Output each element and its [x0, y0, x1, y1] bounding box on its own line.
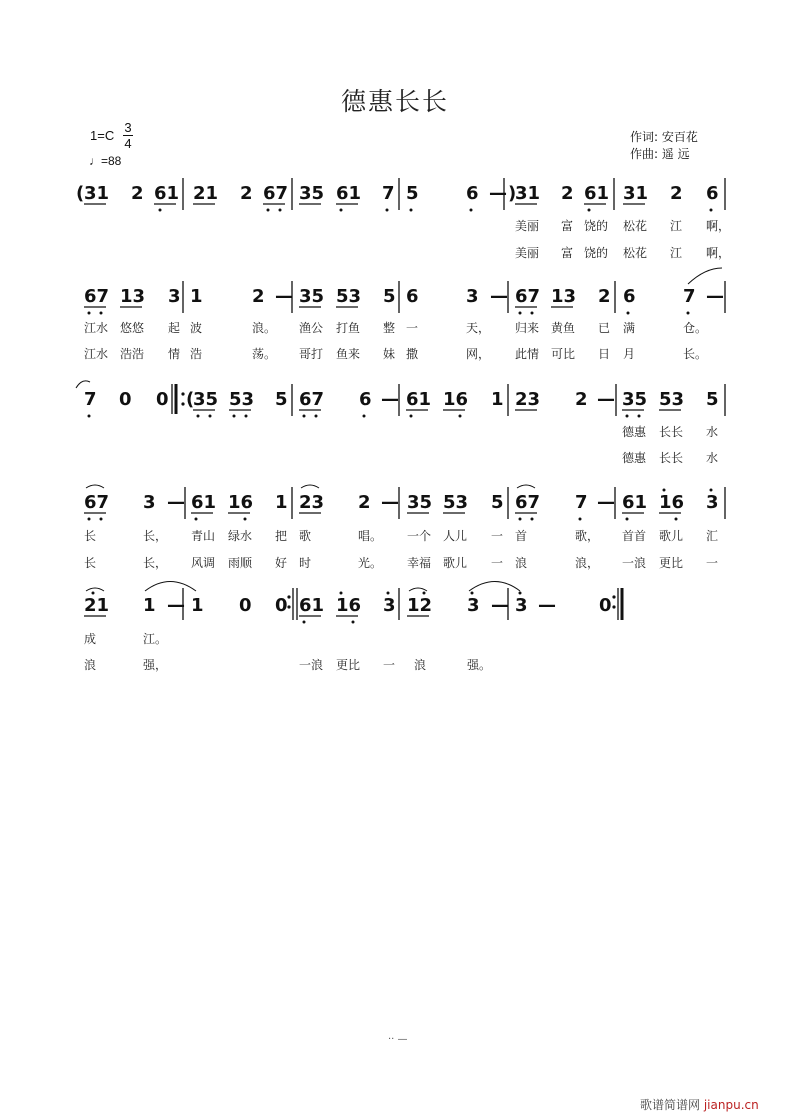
paren-close: ) [508, 183, 517, 204]
note: 7 [683, 286, 696, 307]
note: 61 [154, 183, 180, 204]
note: 53 [336, 286, 362, 307]
note: 16 [336, 595, 362, 616]
note: 1 [143, 595, 156, 616]
lyric: 啊， [706, 219, 731, 233]
lyric: 鱼来 [336, 347, 361, 361]
lyric: 浪， [575, 556, 600, 570]
dash: — [489, 183, 507, 204]
system-2 [84, 268, 725, 361]
tempo-value: =88 [101, 154, 122, 168]
lyric: 长长 [659, 425, 684, 439]
footer-watermark [640, 1096, 759, 1113]
note: 61 [406, 389, 432, 410]
lyric: 此情 [515, 347, 540, 361]
lyric: 长。 [683, 347, 708, 361]
lyric: 一 [706, 556, 719, 570]
lyric: 饶的 [584, 219, 609, 233]
lyric: 一浪 [299, 658, 324, 672]
dash: — [167, 492, 185, 513]
lyric: 渔公 [299, 321, 324, 335]
lyric: 网， [466, 347, 491, 361]
lyric: 江 [670, 219, 683, 233]
paren-open: ( [186, 389, 195, 410]
note: 31 [515, 183, 541, 204]
lyric: 荡。 [252, 347, 277, 361]
note: 6 [359, 389, 372, 410]
lyric: 波 [190, 321, 203, 335]
page-mark: ·· — [388, 1034, 408, 1045]
lyric: 松花 [623, 246, 648, 260]
note: 7 [575, 492, 588, 513]
note: 3 [383, 595, 396, 616]
lyric: 打鱼 [336, 321, 361, 335]
song-title: 德惠长长 [340, 87, 449, 116]
note: 3 [706, 492, 719, 513]
lyric: 把 [275, 529, 288, 543]
dash: — [491, 595, 509, 616]
dash: — [381, 492, 399, 513]
repeat-start-sign [172, 384, 185, 414]
note: 5 [406, 183, 419, 204]
lyric: 雨顺 [228, 556, 253, 570]
lyric: 归来 [515, 321, 540, 335]
note: 21 [84, 595, 110, 616]
note: 5 [706, 389, 719, 410]
note: 3 [143, 492, 156, 513]
lyric: 妹 [383, 347, 396, 361]
lyric: 浩浩 [120, 347, 145, 361]
lyric: 青山 [191, 529, 216, 543]
time-signature-top: 3 [124, 120, 132, 135]
lyric: 江水 [84, 347, 109, 361]
note: 2 [561, 183, 574, 204]
note: 3 [168, 286, 181, 307]
lyricist-credit: 作词: 安百花 [630, 130, 698, 144]
lyric: 长， [143, 556, 168, 570]
lyric: 黄鱼 [551, 321, 576, 335]
tie-arc [688, 268, 722, 284]
system-5 [84, 582, 622, 673]
dash: — [490, 286, 508, 307]
note: 2 [670, 183, 683, 204]
dash: — [167, 595, 185, 616]
lyric: 歌儿 [443, 556, 468, 570]
note: 6 [406, 286, 419, 307]
note: 67 [515, 492, 541, 513]
lyric: 水 [706, 425, 719, 439]
lyric: 唱。 [358, 529, 383, 543]
note: 7 [84, 389, 97, 410]
lyric: 月 [623, 347, 636, 361]
lyric: 成 [84, 632, 97, 646]
lyric: 幸福 [407, 556, 432, 570]
lyric: 强， [143, 658, 168, 672]
lyric: 长 [84, 556, 97, 570]
lyric: 好 [275, 556, 288, 570]
note: 35 [622, 389, 648, 410]
note: 23 [515, 389, 541, 410]
note: 6 [466, 183, 479, 204]
lyric: 更比 [659, 556, 684, 570]
lyric: 首首 [622, 529, 647, 543]
note: 6 [623, 286, 636, 307]
note: 2 [358, 492, 371, 513]
note: 31 [623, 183, 649, 204]
note: 2 [131, 183, 144, 204]
lyric: 起 [168, 321, 181, 335]
note: 2 [252, 286, 265, 307]
note: 61 [622, 492, 648, 513]
lyric: 江水 [84, 321, 109, 335]
lyric: 一浪 [622, 556, 647, 570]
note: 0 [599, 595, 612, 616]
note: 61 [299, 595, 325, 616]
lyric: 首 [515, 529, 528, 543]
note: 5 [383, 286, 396, 307]
lyric: 水 [706, 451, 719, 465]
note: 67 [299, 389, 325, 410]
note: 13 [120, 286, 146, 307]
footer-site-name: 歌谱简谱网 [640, 1098, 701, 1112]
lyric: 歌儿 [659, 529, 684, 543]
octave-dots [88, 312, 690, 315]
note: 53 [659, 389, 685, 410]
lyric: 美丽 [515, 246, 540, 260]
note: 35 [407, 492, 433, 513]
paren-open: ( [76, 183, 85, 204]
lyric: 哥打 [299, 347, 324, 361]
footer-url: jianpu.cn [703, 1098, 759, 1112]
lyric: 风调 [191, 556, 216, 570]
lyric: 浪 [414, 658, 427, 672]
lyric: 汇 [706, 529, 719, 543]
note: 53 [443, 492, 469, 513]
note: 1 [275, 492, 288, 513]
note: 13 [551, 286, 577, 307]
lyric: 一 [491, 529, 504, 543]
note: 61 [584, 183, 610, 204]
lyric: 更比 [336, 658, 361, 672]
lyric: 长长 [659, 451, 684, 465]
note: 2 [575, 389, 588, 410]
note: 2 [240, 183, 253, 204]
note: 3 [466, 286, 479, 307]
note: 35 [193, 389, 219, 410]
lyric: 美丽 [515, 219, 540, 233]
note: 23 [299, 492, 325, 513]
note: 67 [84, 286, 110, 307]
lyric: 啊， [706, 246, 731, 260]
lyric: 满 [623, 321, 636, 335]
note: 31 [84, 183, 110, 204]
lyric: 悠悠 [120, 321, 145, 335]
system-1 [76, 178, 730, 260]
final-repeat-sign [612, 588, 622, 620]
lyric: 浪 [515, 556, 528, 570]
octave-dots [88, 415, 641, 418]
lyric: 歌， [575, 529, 600, 543]
note: 5 [275, 389, 288, 410]
note: 0 [119, 389, 132, 410]
dash: — [275, 286, 293, 307]
lyric: 长， [143, 529, 168, 543]
note: 67 [84, 492, 110, 513]
note: 2 [598, 286, 611, 307]
lyric: 江 [670, 246, 683, 260]
key-signature: 1=C [90, 128, 115, 143]
lyric: 富 [561, 219, 574, 233]
composer-credit: 作曲: 遥 远 [630, 147, 690, 161]
repeat-end-sign [287, 588, 297, 620]
system-3 [76, 381, 725, 465]
note: 61 [336, 183, 362, 204]
lyric: 松花 [623, 219, 648, 233]
lyric: 德惠 [622, 425, 647, 439]
lyric: 日 [598, 347, 611, 361]
note: 61 [191, 492, 217, 513]
dash: — [706, 286, 724, 307]
note: 1 [191, 595, 204, 616]
dash: — [597, 492, 615, 513]
lyric: 整 [383, 321, 396, 335]
time-signature-bottom: 4 [124, 136, 132, 151]
note: 3 [515, 595, 528, 616]
lyric: 德惠 [622, 451, 647, 465]
note: 7 [382, 183, 395, 204]
lyric: 光。 [358, 556, 383, 570]
lyric: 浪 [84, 658, 97, 672]
lyric: 一 [491, 556, 504, 570]
note: 0 [239, 595, 252, 616]
lyric: 撒 [406, 347, 419, 361]
note: 35 [299, 183, 325, 204]
lyric: 富 [561, 246, 574, 260]
note: 3 [467, 595, 480, 616]
note: 5 [491, 492, 504, 513]
system-4 [84, 485, 725, 570]
note: 35 [299, 286, 325, 307]
lyric: 长 [84, 529, 97, 543]
note: 0 [275, 595, 288, 616]
lyric: 可比 [551, 347, 576, 361]
note: 1 [491, 389, 504, 410]
note: 16 [228, 492, 254, 513]
lyric: 绿水 [228, 529, 253, 543]
note: 6 [706, 183, 719, 204]
note: 21 [193, 183, 219, 204]
tie-arc [76, 381, 90, 388]
note: 67 [263, 183, 289, 204]
lyric: 一 [406, 321, 419, 335]
note: 16 [443, 389, 469, 410]
lyric: 仓。 [683, 321, 708, 335]
dash: — [597, 389, 615, 410]
dash: — [381, 389, 399, 410]
octave-dots [159, 209, 713, 212]
lyric: 时 [299, 556, 312, 570]
lyric: 人儿 [443, 529, 468, 543]
lyric: 浪。 [252, 321, 277, 335]
lyric: 浩 [190, 347, 203, 361]
lyric: 天， [466, 321, 491, 335]
lyric: 情 [168, 347, 181, 361]
lyric: 强。 [467, 658, 492, 672]
note: 16 [659, 492, 685, 513]
note: 12 [407, 595, 433, 616]
lyric: 江。 [143, 632, 168, 646]
lyric: 歌 [299, 529, 312, 543]
slur-arcs [86, 485, 535, 488]
lyric: 饶的 [584, 246, 609, 260]
note: 53 [229, 389, 255, 410]
slur-arcs [86, 582, 520, 592]
lyric: 已 [598, 321, 611, 335]
lyric: 一 [383, 658, 396, 672]
note: 67 [515, 286, 541, 307]
note: 0 [156, 389, 169, 410]
quarter-note-icon: ♩ [89, 154, 101, 168]
dash: — [538, 595, 556, 616]
note: 1 [190, 286, 203, 307]
lyric: 一个 [407, 529, 432, 543]
